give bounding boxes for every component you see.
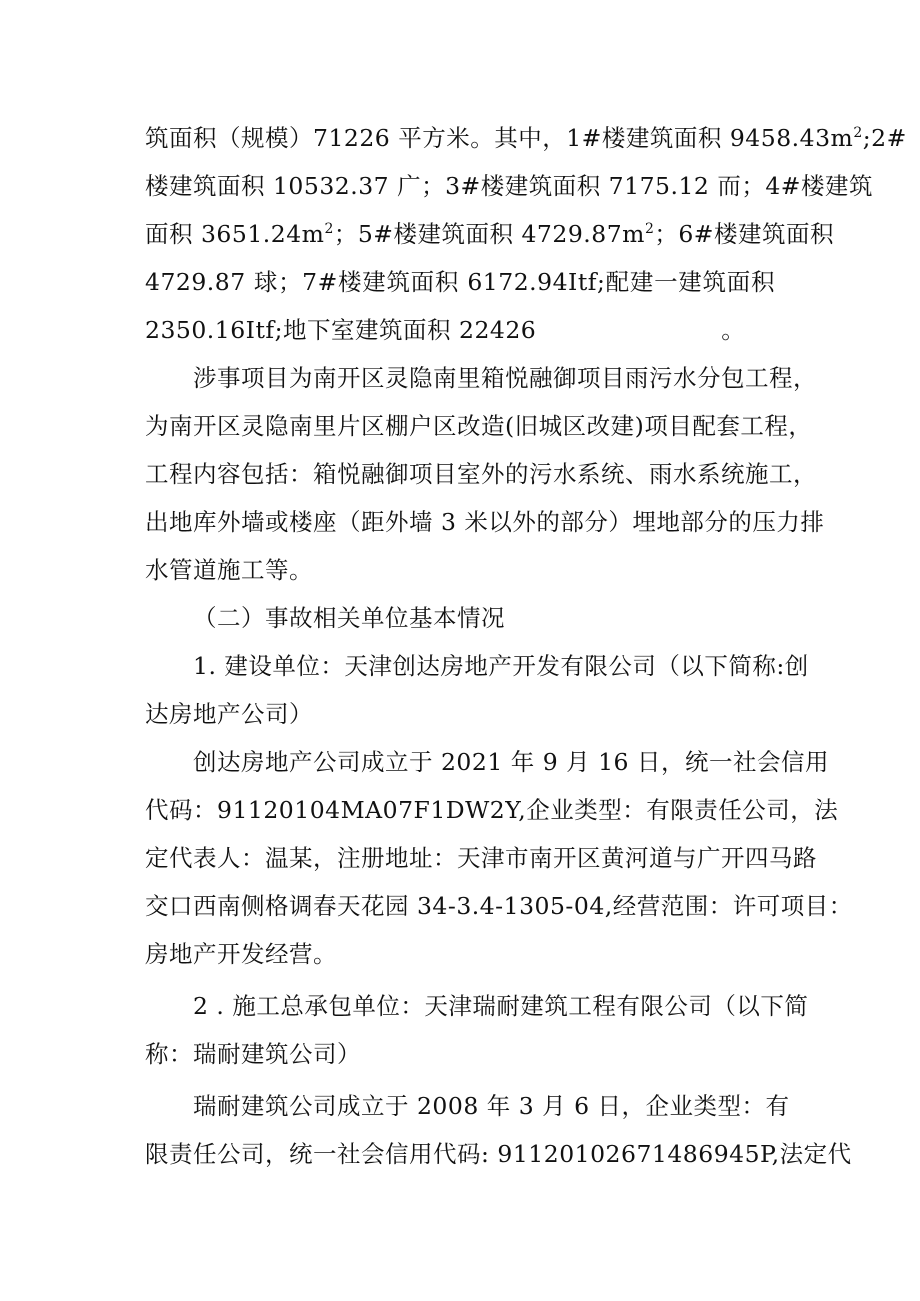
text-line: 出地库外墙或楼座（距外墙 3 米以外的部分）埋地部分的压力排 <box>145 508 825 536</box>
text-line <box>145 214 835 254</box>
text-span: ;2# <box>862 124 907 152</box>
text-line: 限责任公司，统一社会信用代码: 91120102671486945P,法定代 <box>145 1140 852 1168</box>
text-span: 筑面积（规模）71226 平方米。其中，1#楼建筑面积 9458.43m <box>145 124 854 152</box>
text-line: 工程内容包括：箱悦融御项目室外的污水系统、雨水系统施工， <box>145 460 817 488</box>
text-line: 2 . 施工总承包单位：天津瑞耐建筑工程有限公司（以下简 <box>193 992 809 1020</box>
text-line: 房地产开发经营。 <box>145 940 337 968</box>
text-line: 为南开区灵隐南里片区棚户区改造(旧城区改建)项目配套工程， <box>145 412 813 440</box>
text-line: 代码：91120104MA07F1DW2Y,企业类型：有限责任公司，法 <box>145 796 839 824</box>
text-span: ；6#楼建筑面积 <box>654 220 835 248</box>
text-span: 面积 3651.24m <box>145 220 325 248</box>
text-line: 瑞耐建筑公司成立于 2008 年 3 月 6 日，企业类型：有 <box>193 1092 790 1120</box>
text-line <box>145 118 907 158</box>
text-line: 4729.87 球；7#楼建筑面积 6172.94Itf;配建一建筑面积 <box>145 268 775 296</box>
section-heading: （二）事故相关单位基本情况 <box>193 604 505 632</box>
superscript: 2 <box>853 125 863 141</box>
text-line: 水管道施工等。 <box>145 556 313 584</box>
text-line: 定代表人：温某，注册地址：天津市南开区黄河道与广开四马路 <box>145 844 817 872</box>
text-line <box>145 310 745 350</box>
text-line: 1. 建设单位：天津创达房地产开发有限公司（以下简称:创 <box>193 652 809 680</box>
text-line: 涉事项目为南开区灵隐南里箱悦融御项目雨污水分包工程， <box>193 364 817 392</box>
text-span: ；5#楼建筑面积 4729.87m <box>333 220 645 248</box>
text-line: 达房地产公司） <box>145 700 313 728</box>
text-span: 。 <box>721 316 746 344</box>
text-span: 2350.16Itf;地下室建筑面积 22426 <box>145 316 537 344</box>
text-line: 楼建筑面积 10532.37 广；3#楼建筑面积 7175.12 而；4#楼建筑 <box>145 172 873 200</box>
text-line: 交口西南侧格调春天花园 34-3.4-1305-04,经营范围：许可项目： <box>145 892 853 920</box>
superscript: 2 <box>644 221 655 237</box>
text-line: 创达房地产公司成立于 2021 年 9 月 16 日，统一社会信用 <box>193 748 829 776</box>
superscript: 2 <box>324 221 334 237</box>
text-line: 称：瑞耐建筑公司） <box>145 1040 361 1068</box>
